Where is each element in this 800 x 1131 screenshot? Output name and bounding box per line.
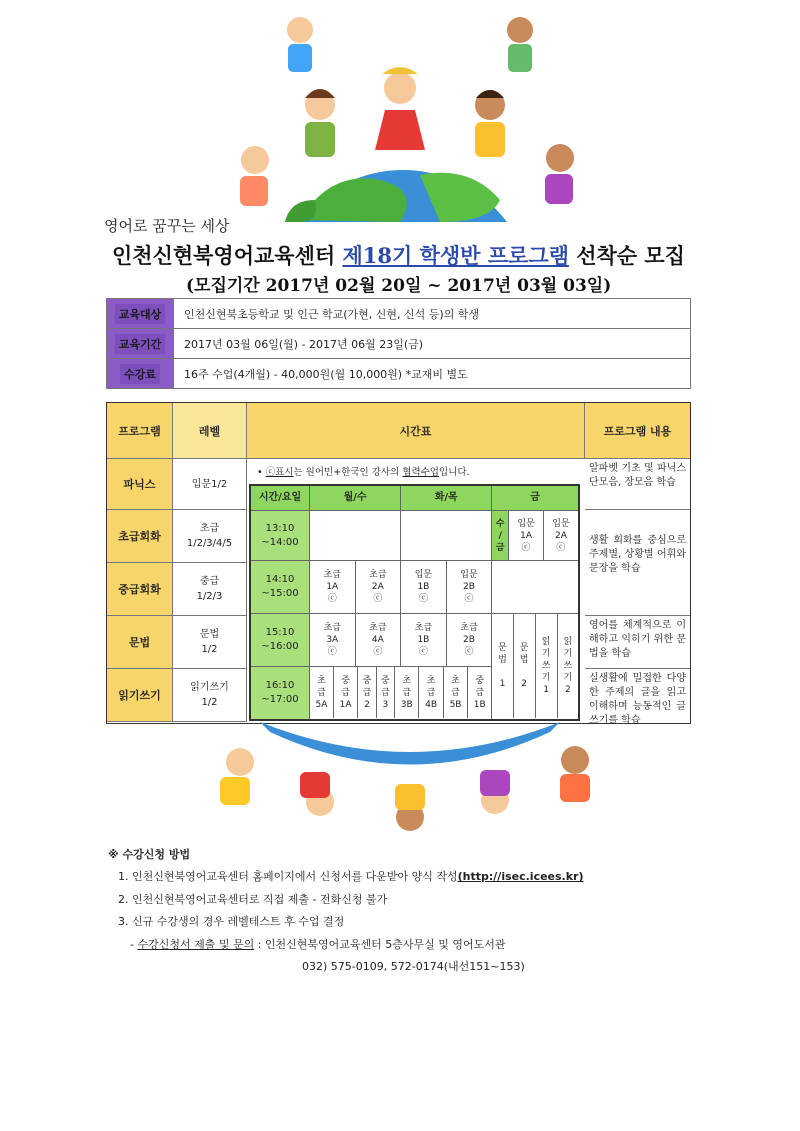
program-description: 실생활에 밀접한 다양한 주제의 글을 읽고 이해하며 능동적인 글쓰기를 학습 [589,673,686,726]
class-cell: 입문 1A ⓒ [509,511,544,561]
child-figure [395,784,425,831]
class-cell: 초급 2B ⓒ [446,614,492,667]
header-level: 레벨 [173,403,247,459]
title-recruit: 선착순 모집 [568,243,685,268]
friday-block [492,614,579,720]
program-level: 입문1/2 [173,459,247,510]
empty-cell [492,561,579,614]
program-name: 초급회화 [107,510,173,563]
child-figure [375,67,425,150]
class-cell: 문 법 1 [492,614,513,718]
split-subgrid [310,667,491,718]
child-figure [220,748,254,805]
program-name: 문법 [107,616,173,669]
program-level: 문법 1/2 [173,616,247,669]
class-cell: 초급 1A ⓒ [310,561,356,614]
schedule-header-row [250,485,579,511]
class-cell: 초급 4A ⓒ [355,614,401,667]
wed-fri-label: 수 / 금 [492,511,509,561]
program-name: 읽기쓰기 [107,669,173,722]
info-value: 2017년 03월 06일(월) - 2017년 06월 23일(금) [174,329,691,359]
class-cell: 입문 1B ⓒ [401,561,447,614]
child-figure [300,772,334,816]
info-value: 16주 수업(4개월) - 40,000원(월 10,000원) *교재비 별도 [174,359,691,389]
time-slot: 16:10 ~17:00 [250,667,310,720]
program-level: 중급 1/2/3 [173,563,247,616]
class-cell: 초 급 3B [395,667,419,718]
schedule-row [250,614,579,667]
info-value: 인천신현북초등학교 및 인근 학교(가현, 신현, 신석 등)의 학생 [174,299,691,329]
header-content: 프로그램 내용 [585,403,690,459]
child-figure [240,146,269,206]
class-cell: 초급 1B ⓒ [401,614,447,667]
recruit-period: (모집기간 2017년 02월 20일 ~ 2017년 03월 03일) [186,276,612,296]
child-figure [480,770,510,814]
program-level: 읽기쓰기 1/2 [173,669,247,722]
info-label: 교육기간 [107,329,174,359]
class-cell: 중 급 1B [473,675,486,710]
child-figure [545,144,574,204]
apply-title: ※ 수강신청 방법 [108,848,191,861]
time-slot: 13:10 ~14:00 [250,511,310,561]
schedule-head-tuethu: 화/목 [401,485,492,511]
phone-numbers: 032) 575-0109, 572-0174(내선151~153) [302,960,525,973]
program-name: 파닉스 [107,459,173,510]
child-figure [475,90,505,157]
info-row [107,359,691,389]
info-row [107,329,691,359]
class-cell: 초급 2A ⓒ [355,561,401,614]
contact-info: - 수강신청서 제출 및 문의 : 인천신현북영어교육센터 5층사무실 및 영어도서관 [130,938,506,951]
class-cell: 초 급 4B [419,667,443,718]
subtitle: 영어로 꿈꾸는 세상 [104,217,230,235]
program-description: 알파벳 기초 및 파닉스 단모음, 장모음 학습 [585,459,690,510]
page-title [112,240,685,270]
class-cell: 읽 기 쓰 기 2 [563,637,573,696]
schedule-grid [249,484,580,721]
program-level: 초급 1/2/3/4/5 [173,510,247,563]
info-label: 수강료 [107,359,174,389]
schedule-head-fri: 금 [492,485,579,511]
footer-illustration [150,722,670,842]
class-cell: 초급 3A ⓒ [310,614,356,667]
step-text: 1. 인천신현북영어교육센터 홈페이지에서 신청서를 다운받아 양식 작성 [118,870,458,883]
child-figure [287,17,313,72]
child-figure [507,17,533,72]
time-slot: 15:10 ~16:00 [250,614,310,667]
child-figure [560,746,590,802]
child-figure [305,89,335,157]
homepage-link[interactable]: (http://isec.icees.kr) [457,870,584,883]
cooperation-note: • ⓒ표시는 원어민+한국인 강사의 협력수업입니다. [257,467,470,478]
empty-cell [310,511,401,561]
class-cell: 문 법 2 [513,614,535,718]
apply-step: 3. 신규 수강생의 경우 레벨테스트 후 수업 결정 [118,915,345,928]
class-cell: 중 급 3 [376,667,394,718]
header-program: 프로그램 [107,403,173,459]
title-center: 인천신현북영어교육센터 [112,243,343,268]
info-label: 교육대상 [107,299,174,329]
empty-cell [401,511,492,561]
split-block [310,667,492,720]
info-table [106,298,691,389]
schedule-head-time: 시간/요일 [250,485,310,511]
info-row [107,299,691,329]
class-cell: 중 급 2 [358,667,376,718]
title-program: 제18기 학생반 프로그램 [342,243,569,268]
class-cell: 중 급 1A [333,667,357,718]
header-illustration [0,0,800,225]
class-cell: 초 급 5B [443,667,467,718]
header-schedule: 시간표 [247,403,585,459]
friday-subgrid [492,614,578,718]
program-description: 영어를 체계적으로 이해하고 익히기 위한 문법을 학습 [585,616,690,669]
schedule-row [250,511,579,561]
time-slot: 14:10 ~15:00 [250,561,310,614]
class-cell: 입문 2A ⓒ [543,511,579,561]
schedule-row [250,561,579,614]
schedule-head-monwed: 월/수 [310,485,401,511]
class-cell: 입문 2B ⓒ [446,561,492,614]
apply-step [118,868,584,884]
class-cell: 초 급 5A [310,667,333,718]
program-description: 생활 회화를 중심으로 주제별, 상황별 어휘와 문장을 학습 [585,510,690,616]
class-cell: 읽 기 쓰 기 1 [535,614,557,718]
program-name: 중급회화 [107,563,173,616]
apply-step: 2. 인천신현북영어교육센터로 직접 제출 - 전화신청 불가 [118,893,388,906]
program-table [106,402,691,724]
